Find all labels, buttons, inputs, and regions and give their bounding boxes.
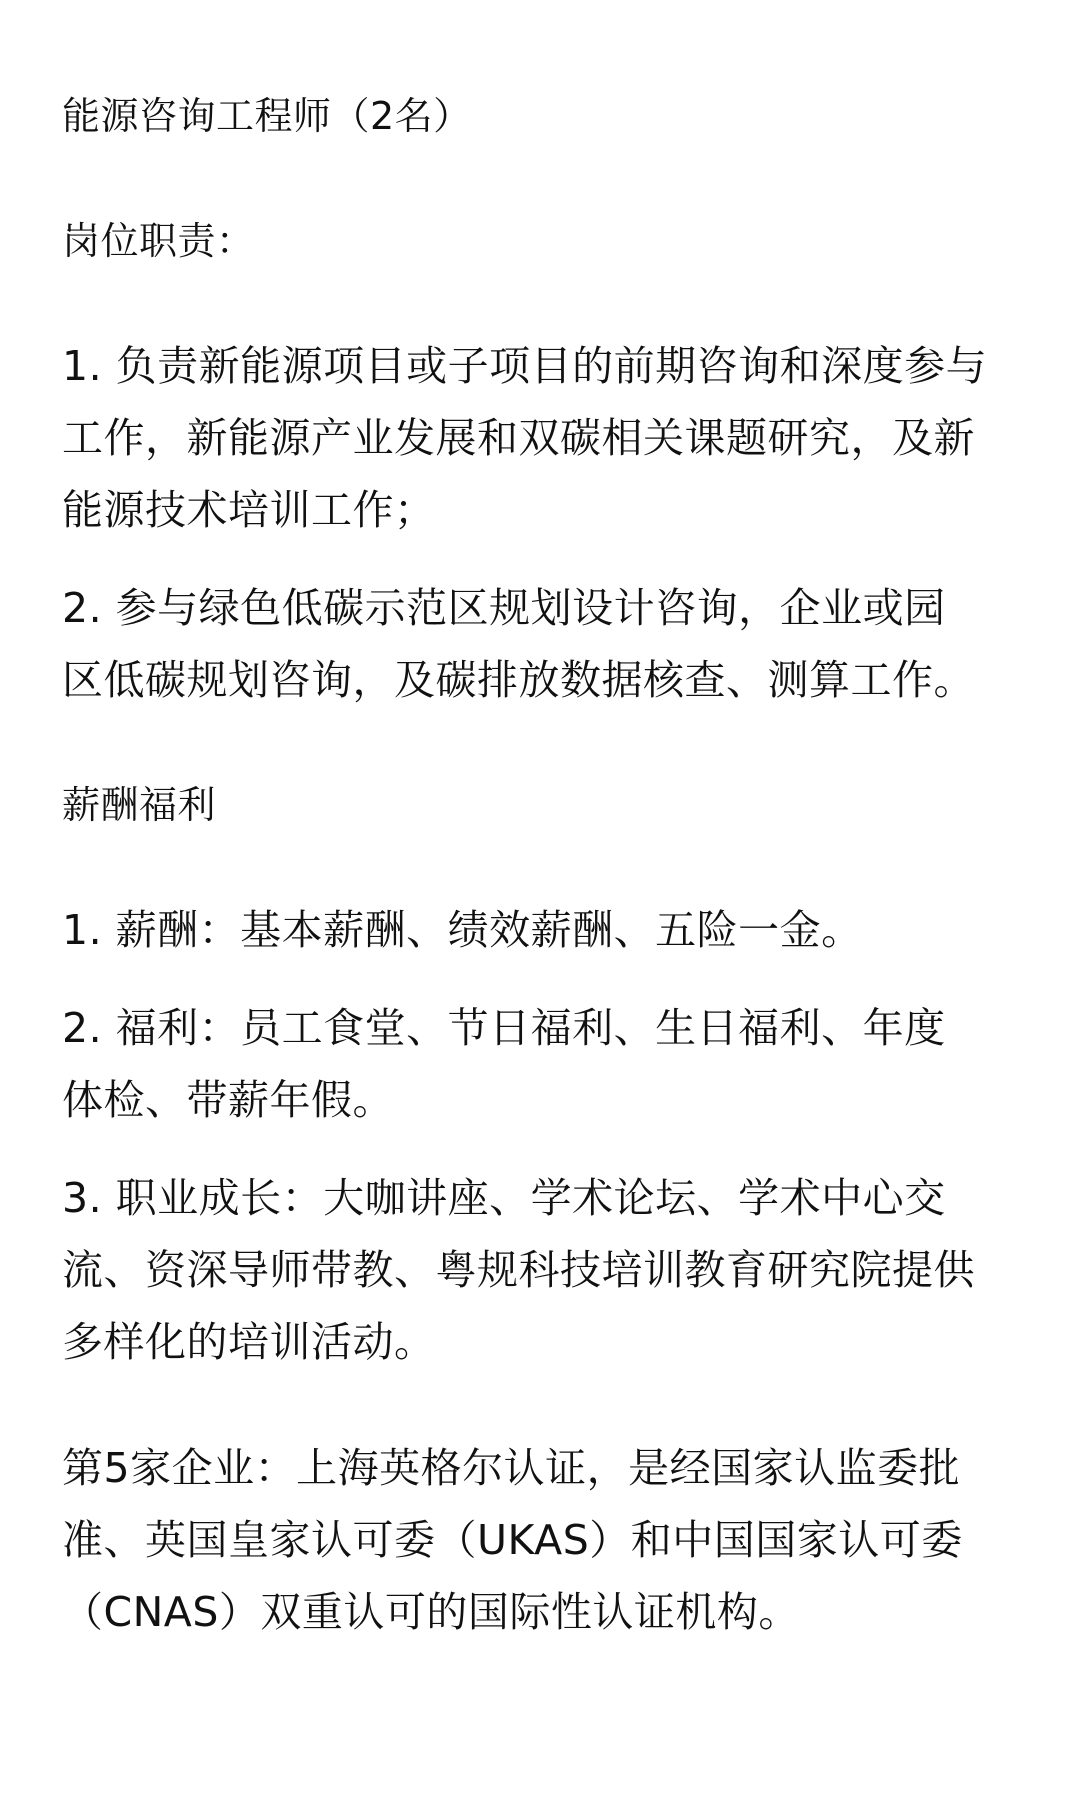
benefit-2-line-2: 体检、带薪年假。 bbox=[62, 1076, 394, 1124]
duty-1-line-3: 能源技术培训工作； bbox=[62, 486, 436, 534]
benefit-2-line-1: 2. 福利：员工食堂、节日福利、生日福利、年度 bbox=[62, 1004, 946, 1052]
duties-heading: 岗位职责： bbox=[62, 219, 255, 263]
benefit-3-line-2: 流、资深导师带教、粤规科技培训教育研究院提供 bbox=[62, 1246, 975, 1294]
duty-1-line-2: 工作，新能源产业发展和双碳相关课题研究，及新 bbox=[62, 414, 975, 462]
benefit-3-line-1: 3. 职业成长：大咖讲座、学术论坛、学术中心交 bbox=[62, 1174, 946, 1222]
duty-2-line-1: 2. 参与绿色低碳示范区规划设计咨询，企业或园 bbox=[62, 584, 946, 632]
benefits-heading: 薪酬福利 bbox=[62, 783, 217, 827]
company-5-line-3: （CNAS）双重认可的国际性认证机构。 bbox=[62, 1588, 800, 1636]
company-5-line-1: 第5家企业：上海英格尔认证，是经国家认监委批 bbox=[62, 1444, 961, 1492]
duty-1-line-1: 1. 负责新能源项目或子项目的前期咨询和深度参与 bbox=[62, 342, 988, 390]
company-5-line-2: 准、英国皇家认可委（UKAS）和中国国家认可委 bbox=[62, 1516, 963, 1564]
benefit-3-line-3: 多样化的培训活动。 bbox=[62, 1318, 436, 1366]
benefit-1-line-1: 1. 薪酬：基本薪酬、绩效薪酬、五险一金。 bbox=[62, 906, 863, 954]
job-title: 能源咨询工程师（2名） bbox=[62, 94, 472, 138]
duty-2-line-2: 区低碳规划咨询，及碳排放数据核查、测算工作。 bbox=[62, 656, 975, 704]
